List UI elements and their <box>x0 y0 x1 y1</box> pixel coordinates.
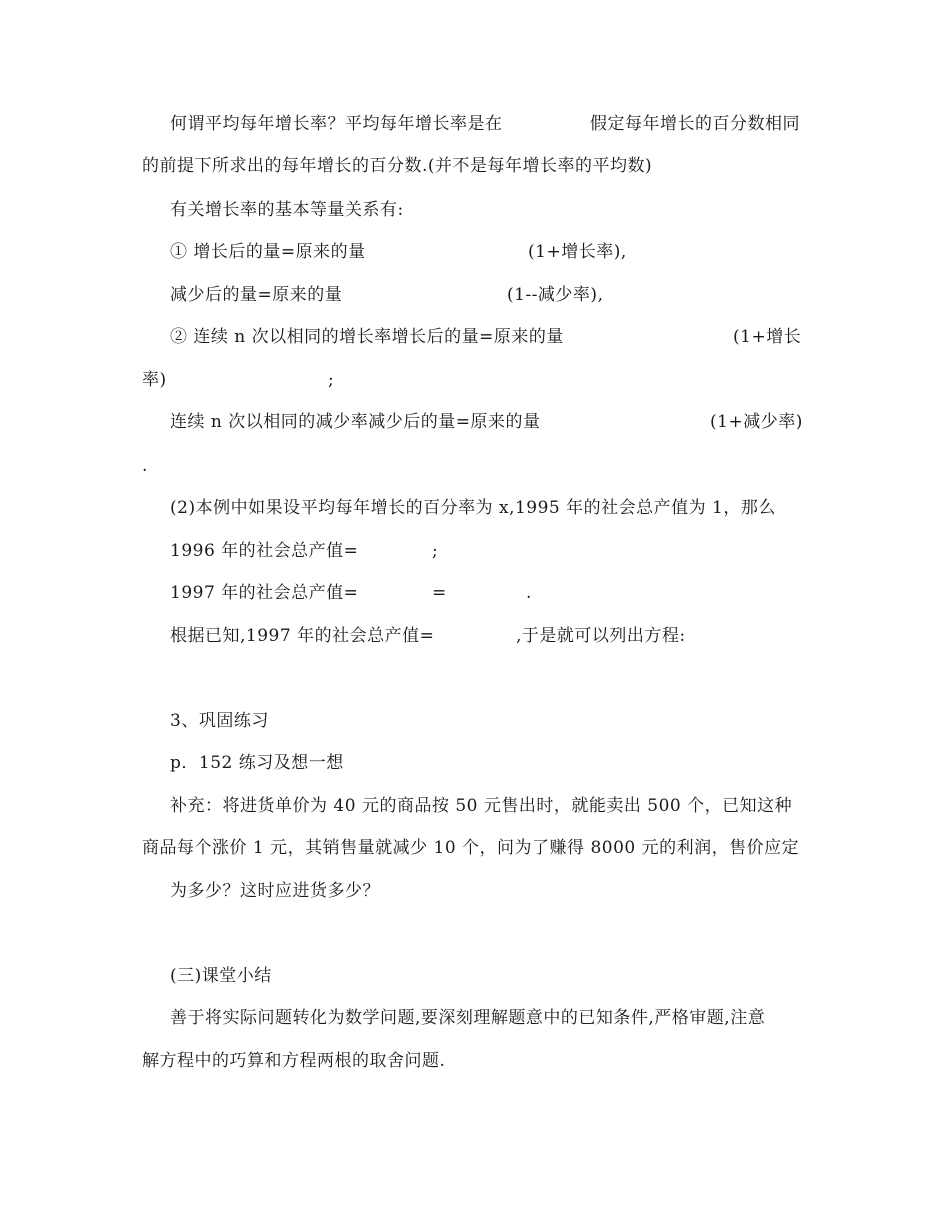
text-line-n-times-increase-factor: (1+增长 <box>733 327 802 347</box>
text-line-n-times-decrease-factor: (1+减少率) <box>710 412 803 432</box>
text-line-known-1997: 根据已知,1997 年的社会总产值= <box>170 626 435 646</box>
text-line-growth-rate-assumption: 假定每年增长的百分数相同 <box>590 114 800 134</box>
text-line-summary: 善于将实际问题转化为数学问题,要深刻理解题意中的已知条件,严格审题,注意 <box>170 1008 766 1028</box>
text-line-supplement-question: 为多少？这时应进货多少？ <box>170 881 380 901</box>
section-heading-summary: (三)课堂小结 <box>170 966 272 986</box>
text-line-rate-continuation: 率) <box>142 370 167 390</box>
text-line-decrease-factor: (1--减少率), <box>507 285 604 305</box>
text-line-decrease-formula: 减少后的量=原来的量 <box>170 285 343 305</box>
text-line-practice-page: p．152 练习及想一想 <box>170 753 344 773</box>
text-line-growth-rate-definition: 的前提下所求出的每年增长的百分数.(并不是每年增长率的平均数) <box>142 156 653 176</box>
text-line-1997-equals: = <box>432 583 447 603</box>
text-line-equation-setup: ,于是就可以列出方程: <box>516 626 686 646</box>
text-line-n-times-increase: ② 连续 n 次以相同的增长率增长后的量=原来的量 <box>170 327 564 347</box>
text-line-equal-relations-heading: 有关增长率的基本等量关系有: <box>170 200 404 220</box>
text-line-increase-formula: ① 增长后的量=原来的量 <box>170 242 366 262</box>
text-line-supplement-problem-cont: 商品每个涨价 1 元，其销售量就减少 10 个，问为了赚得 8000 元的利润，售价应定 <box>142 838 800 858</box>
text-line-example-setup: (2)本例中如果设平均每年增长的百分率为 x,1995 年的社会总产值为 1，那么 <box>170 498 776 518</box>
text-line-1997-period: . <box>526 583 532 603</box>
text-line-n-times-decrease: 连续 n 次以相同的减少率减少后的量=原来的量 <box>170 412 541 432</box>
section-heading-practice: 3、巩固练习 <box>170 711 269 731</box>
text-line-summary-cont: 解方程中的巧算和方程两根的取舍问题. <box>142 1051 446 1071</box>
text-line-growth-rate-question: 何谓平均每年增长率？平均每年增长率是在 <box>170 114 503 134</box>
text-line-1996-output: 1996 年的社会总产值= <box>170 541 359 561</box>
text-line-supplement-problem: 补充：将进货单价为 40 元的商品按 50 元售出时，就能卖出 500 个，已知这种 <box>170 796 793 816</box>
text-line-semicolon: ; <box>328 370 335 390</box>
text-line-1996-semicolon: ; <box>432 541 439 561</box>
text-line-1997-output: 1997 年的社会总产值= <box>170 583 359 603</box>
text-line-period: . <box>142 456 148 476</box>
text-line-increase-factor: (1+增长率), <box>528 242 627 262</box>
